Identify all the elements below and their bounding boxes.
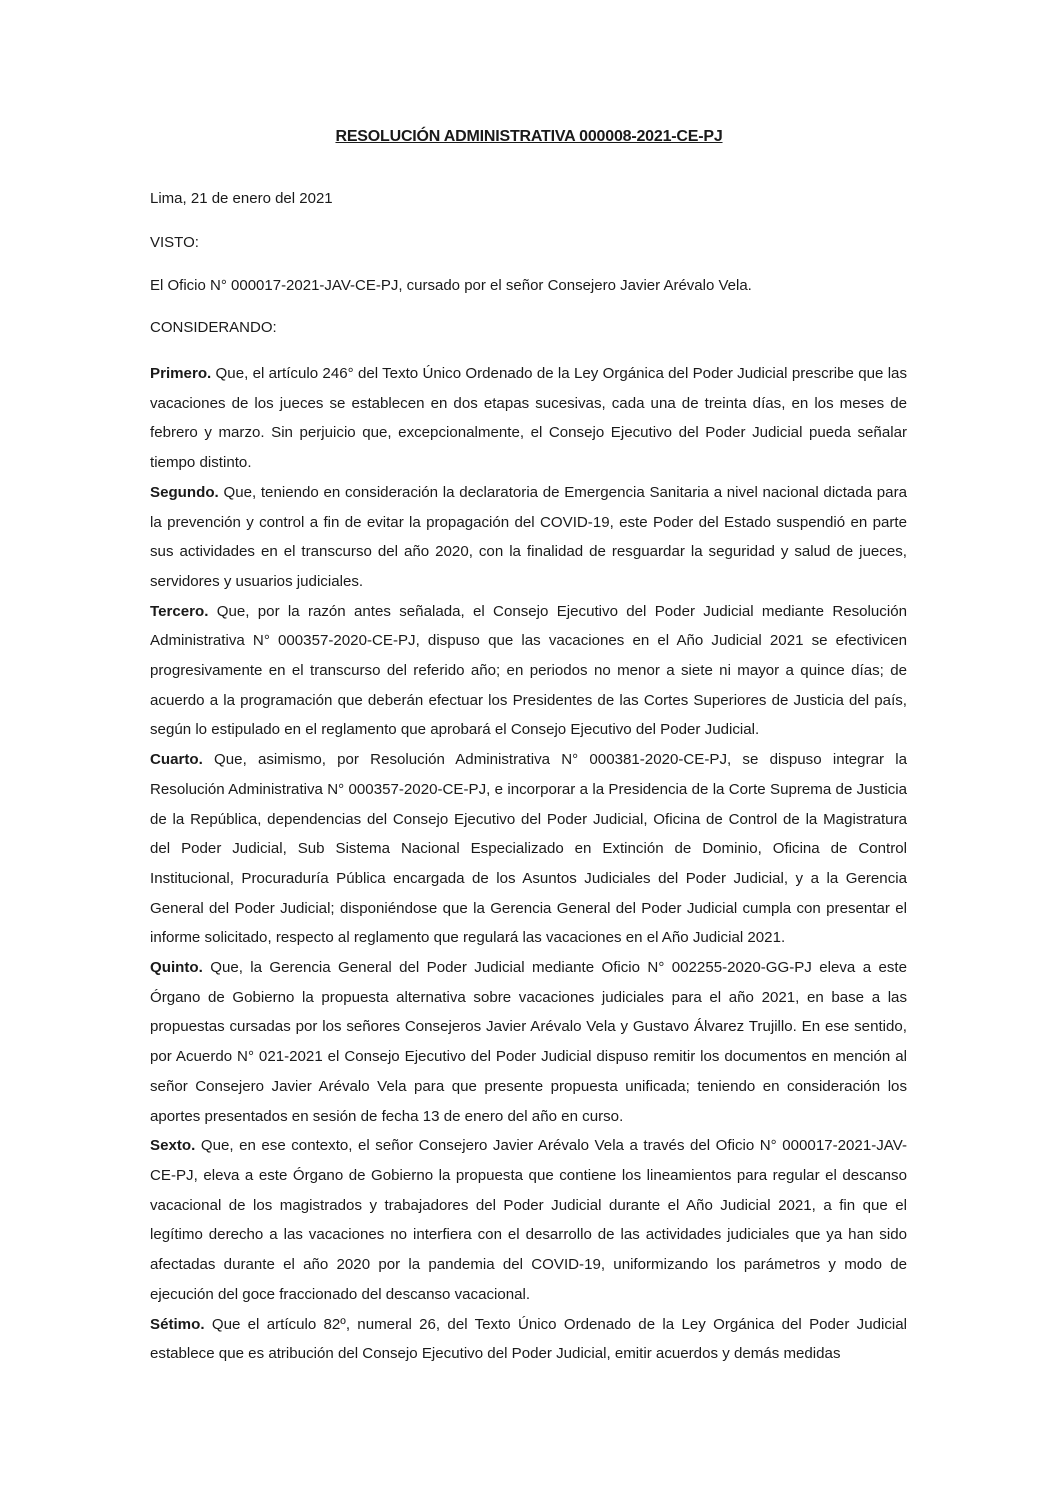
paragraph-text: Que el artículo 82º, numeral 26, del Texto Único Ordenado de la Ley Orgánica del Poder Judicial establece que es atribución del Consejo Ejecutivo del Poder Judicial, emitir acuerdos y demás medidas [150, 1315, 907, 1363]
document-title: RESOLUCIÓN ADMINISTRATIVA 000008-2021-CE-PJ [335, 128, 723, 145]
paragraph-text: Que, la Gerencia General del Poder Judicial mediante Oficio N° 002255-2020-GG-PJ eleva a este Órgano de Gobierno la propuesta alternativa sobre vacaciones judiciales para el año 2021, en base a las propuestas cursadas por los señores Consejeros Javier Arévalo Vela y Gustavo Álvarez Trujillo. En ese sentido, por Acuerdo N° 021-2021 el Consejo Ejecutivo del Poder Judicial dispuso remitir los documentos en mención al señor Consejero Javier Arévalo Vela para que presente propuesta unificada; teniendo en consideración los aportes presentados en sesión de fecha 13 de enero del año en curso. [150, 959, 907, 1125]
paragraph-tercero [150, 597, 907, 746]
paragraph-label: Segundo. [150, 483, 219, 501]
paragraph-text: Que, teniendo en consideración la declaratoria de Emergencia Sanitaria a nivel nacional dictada para la prevención y control a fin de evitar la propagación del COVID-19, este Poder del Estado suspendió en parte sus actividades en el transcurso del año 2020, con la finalidad de resguardar la seguridad y salud de jueces, servidores y usuarios judiciales. [150, 483, 907, 590]
paragraph-label: Primero. [150, 365, 212, 382]
considerando-heading: CONSIDERANDO: [150, 319, 277, 336]
visto-text: El Oficio N° 000017-2021-JAV-CE-PJ, cursado por el señor Consejero Javier Arévalo Vela. [150, 277, 752, 294]
paragraph-sexto [150, 1131, 907, 1309]
paragraph-segundo [150, 478, 907, 597]
paragraph-label: Sétimo. [150, 1315, 205, 1333]
paragraph-quinto [150, 953, 907, 1131]
paragraph-primero [150, 359, 907, 478]
paragraph-label: Cuarto. [150, 751, 203, 769]
paragraph-text: Que, por la razón antes señalada, el Consejo Ejecutivo del Poder Judicial mediante Resolución Administrativa N° 000357-2020-CE-PJ, dispuso que las vacaciones en el Año Judicial 2021 se efectivicen progresivamente en el transcurso del referido año; en periodos no menor a siete ni mayor a quince días; de acuerdo a la programación que deberán efectuar los Presidentes de las Cortes Superiores de Justicia del país, según lo estipulado en el reglamento que aprobará el Consejo Ejecutivo del Poder Judicial. [150, 602, 907, 739]
paragraph-label: Quinto. [150, 959, 203, 977]
visto-heading: VISTO: [150, 234, 199, 251]
date-line: Lima, 21 de enero del 2021 [150, 190, 333, 207]
paragraph-cuarto [150, 745, 907, 953]
paragraph-text: Que, asimismo, por Resolución Administrativa N° 000381-2020-CE-PJ, se dispuso integrar la Resolución Administrativa N° 000357-2020-CE-PJ, e incorporar a la Presidencia de la Corte Suprema de Justicia de la República, dependencias del Consejo Ejecutivo del Poder Judicial, Oficina de Control de la Magistratura del Poder Judicial, Sub Sistema Nacional Especializado en Extinción de Dominio, Oficina de Control Institucional, Procuraduría Pública encargada de los Asuntos Judiciales del Poder Judicial, y a la Gerencia General del Poder Judicial; disponiéndose que la Gerencia General del Poder Judicial cumpla con presentar el informe solicitado, respecto al reglamento que regulará las vacaciones en el Año Judicial 2021. [150, 751, 907, 947]
paragraph-text: Que, el artículo 246° del Texto Único Ordenado de la Ley Orgánica del Poder Judicial prescribe que las vacaciones de los jueces se establecen en dos etapas sucesivas, cada una de treinta días, en los meses de febrero y marzo. Sin perjuicio que, excepcionalmente, el Consejo Ejecutivo del Poder Judicial pueda señalar tiempo distinto. [150, 365, 907, 472]
considerando-body [150, 359, 907, 1369]
paragraph-label: Sexto. [150, 1137, 196, 1155]
paragraph-setimo [150, 1310, 907, 1369]
paragraph-label: Tercero. [150, 602, 209, 620]
paragraph-text: Que, en ese contexto, el señor Consejero Javier Arévalo Vela a través del Oficio N° 000017-2021-JAV-CE-PJ, eleva a este Órgano de Gobierno la propuesta que contiene los lineamientos para regular el descanso vacacional de los magistrados y trabajadores del Poder Judicial durante el Año Judicial 2021, a fin que el legítimo derecho a las vacaciones no interfiera con el desarrollo de las actividades judiciales que ya han sido afectadas durante el año 2020 por la pandemia del COVID-19, uniformizando los parámetros y modo de ejecución del goce fraccionado del descanso vacacional. [150, 1137, 907, 1303]
